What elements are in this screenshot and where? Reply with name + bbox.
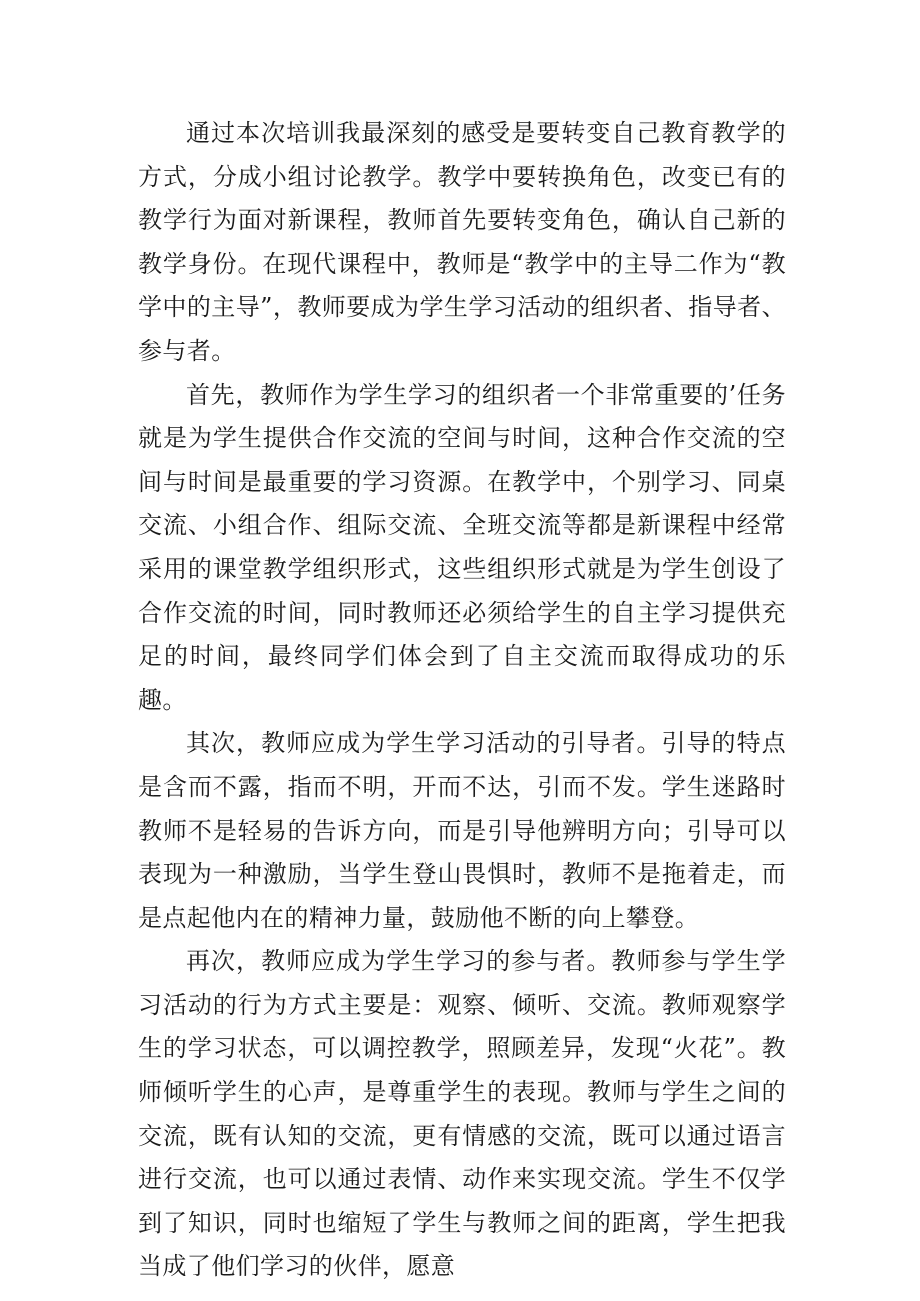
paragraph-4: 再次，教师应成为学生学习的参与者。教师参与学生学习活动的行为方式主要是：观察、倾听、交流。教师观察学生的学习状态，可以调控教学，照顾差异，发现“火花”。教师倾听学生的心声，是尊重学生的表现。教师与学生之间的交流，既有认知的交流，更有情感的交流，既可以通过语言进行交流，也可以通过表情、动作来实现交流。学生不仅学到了知识，同时也缩短了学生与教师之间的距离，学生把我当成了他们学习的伙伴，愿意 xyxy=(138,947,786,1281)
paragraph-2: 首先，教师作为学生学习的组织者一个非常重要的’任务就是为学生提供合作交流的空间与时间，这种合作交流的空间与时间是最重要的学习资源。在教学中，个别学习、同桌交流、小组合作、组际交流、全班交流等都是新课程中经常采用的课堂教学组织形式，这些组织形式就是为学生创设了合作交流的时间，同时教师还必须给学生的自主学习提供充足的时间，最终同学们体会到了自主交流而取得成功的乐趣。 xyxy=(138,380,786,714)
paragraph-3: 其次，教师应成为学生学习活动的引导者。引导的特点是含而不露，指而不明，开而不达，引而不发。学生迷路时教师不是轻易的告诉方向，而是引导他辨明方向；引导可以表现为一种激励，当学生登山畏惧时，教师不是拖着走，而是点起他内在的精神力量，鼓励他不断的向上攀登。 xyxy=(138,729,786,932)
paragraph-1: 通过本次培训我最深刻的感受是要转变自己教育教学的方式，分成小组讨论教学。教学中要转换角色，改变已有的教学行为面对新课程，教师首先要转变角色，确认自己新的教学身份。在现代课程中，教师是“教学中的主导二作为“教学中的主导”，教师要成为学生学习活动的组织者、指导者、参与者。 xyxy=(138,119,786,365)
document-body xyxy=(138,112,786,1289)
